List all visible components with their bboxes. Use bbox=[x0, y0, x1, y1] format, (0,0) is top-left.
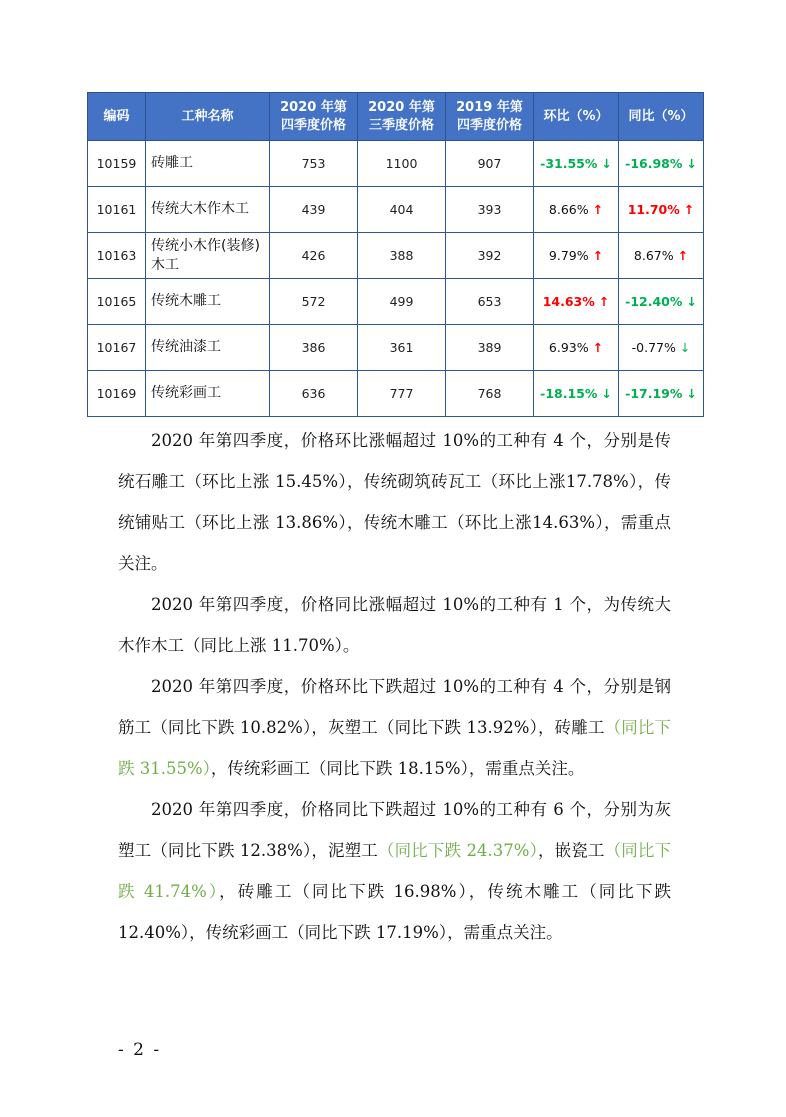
cell-code: 10163 bbox=[88, 233, 146, 279]
cell-q4-2020: 386 bbox=[270, 325, 358, 371]
cell-q4-2019: 393 bbox=[446, 187, 534, 233]
cell-q3-2020: 499 bbox=[358, 279, 446, 325]
cell-q4-2020: 636 bbox=[270, 371, 358, 417]
cell-name: 传统小木作(装修)木工 bbox=[146, 233, 270, 279]
table-row bbox=[88, 279, 704, 325]
page-number: - 2 - bbox=[118, 1040, 162, 1060]
arrow-up-icon: ↑ bbox=[598, 294, 610, 309]
cell-yoy-value: -17.19% bbox=[625, 386, 683, 401]
cell-yoy-value: -16.98% bbox=[625, 156, 683, 171]
table-row bbox=[88, 233, 704, 279]
cell-yoy-value: 11.70% bbox=[627, 202, 680, 217]
cell-name: 传统彩画工 bbox=[146, 371, 270, 417]
table-row bbox=[88, 141, 704, 187]
cell-q4-2020: 426 bbox=[270, 233, 358, 279]
cell-qoq-value: 8.66% bbox=[548, 202, 589, 217]
paragraph-qoq-rise: 2020 年第四季度，价格环比涨幅超过 10%的工种有 4 个，分别是传统石雕工（环比上涨 15.45%），传统砌筑砖瓦工（环比上涨17.78%），传统铺贴工（环比上涨 13.86%），传统木雕工（环比上涨14.63%），需重点关注。 bbox=[118, 431, 671, 573]
cell-yoy bbox=[619, 279, 704, 325]
cell-qoq-value: 6.93% bbox=[548, 340, 589, 355]
header-code: 编码 bbox=[88, 93, 146, 141]
paragraph-yoy-rise: 2020 年第四季度，价格同比涨幅超过 10%的工种有 1 个，为传统大木作木工（同比上涨 11.70%）。 bbox=[118, 595, 671, 655]
table-header-row bbox=[88, 93, 704, 141]
cell-code: 10169 bbox=[88, 371, 146, 417]
cell-qoq-value: 9.79% bbox=[548, 248, 589, 263]
arrow-down-icon: ↓ bbox=[601, 386, 612, 401]
cell-qoq bbox=[534, 279, 619, 325]
cell-yoy-value: -0.77% bbox=[631, 340, 676, 355]
cell-qoq-value: 14.63% bbox=[542, 294, 595, 309]
header-q4-2020: 2020 年第 四季度价格 bbox=[270, 93, 358, 141]
cell-name: 传统木雕工 bbox=[146, 279, 270, 325]
header-q3-2020: 2020 年第 三季度价格 bbox=[358, 93, 446, 141]
header-name: 工种名称 bbox=[146, 93, 270, 141]
arrow-up-icon: ↑ bbox=[592, 248, 604, 263]
cell-yoy-value: -12.40% bbox=[625, 294, 683, 309]
cell-name: 传统油漆工 bbox=[146, 325, 270, 371]
price-table bbox=[87, 92, 704, 417]
cell-yoy bbox=[619, 141, 704, 187]
cell-name: 砖雕工 bbox=[146, 141, 270, 187]
highlight-inlay-porcelain: （同比下跌 41.74%） bbox=[118, 841, 671, 901]
arrow-down-icon: ↓ bbox=[679, 340, 691, 355]
highlight-clay-sculpture: （同比下跌 24.37%） bbox=[377, 841, 538, 860]
table-row bbox=[88, 325, 704, 371]
cell-q4-2020: 439 bbox=[270, 187, 358, 233]
cell-q3-2020: 361 bbox=[358, 325, 446, 371]
cell-name: 传统大木作木工 bbox=[146, 187, 270, 233]
arrow-down-icon: ↓ bbox=[686, 156, 697, 171]
cell-q3-2020: 388 bbox=[358, 233, 446, 279]
arrow-up-icon: ↑ bbox=[683, 202, 695, 217]
paragraph-yoy-fall: 2020 年第四季度，价格同比下跌超过 10%的工种有 6 个，分别为灰塑工（同比下跌 12.38%），泥塑工（同比下跌 24.37%），嵌瓷工（同比下跌 41.74%），砖雕工（同比下跌 16.98%），传统木雕工（同比下跌 12.40%），传统彩画工（同比下跌 17.19%），需重点关注。 bbox=[118, 800, 671, 942]
cell-q4-2019: 768 bbox=[446, 371, 534, 417]
cell-qoq-value: -31.55% bbox=[540, 156, 598, 171]
cell-q3-2020: 1100 bbox=[358, 141, 446, 187]
cell-q4-2019: 392 bbox=[446, 233, 534, 279]
arrow-down-icon: ↓ bbox=[686, 294, 697, 309]
cell-code: 10161 bbox=[88, 187, 146, 233]
cell-q4-2019: 653 bbox=[446, 279, 534, 325]
header-qoq: 环比（%） bbox=[534, 93, 619, 141]
cell-qoq bbox=[534, 233, 619, 279]
cell-qoq bbox=[534, 371, 619, 417]
header-q4-2019: 2019 年第 四季度价格 bbox=[446, 93, 534, 141]
cell-code: 10167 bbox=[88, 325, 146, 371]
cell-qoq bbox=[534, 141, 619, 187]
cell-q4-2020: 753 bbox=[270, 141, 358, 187]
cell-q4-2019: 389 bbox=[446, 325, 534, 371]
table-row bbox=[88, 371, 704, 417]
cell-q4-2019: 907 bbox=[446, 141, 534, 187]
cell-yoy bbox=[619, 233, 704, 279]
cell-qoq bbox=[534, 187, 619, 233]
arrow-down-icon: ↓ bbox=[601, 156, 612, 171]
cell-qoq bbox=[534, 325, 619, 371]
table-row bbox=[88, 187, 704, 233]
arrow-down-icon: ↓ bbox=[686, 386, 697, 401]
cell-code: 10159 bbox=[88, 141, 146, 187]
paragraph-qoq-fall: 2020 年第四季度，价格环比下跌超过 10%的工种有 4 个，分别是钢筋工（同比下跌 10.82%），灰塑工（同比下跌 13.92%），砖雕工（同比下跌 31.55%），传统彩画工（同比下跌 18.15%），需重点关注。 bbox=[118, 677, 671, 778]
arrow-up-icon: ↑ bbox=[677, 248, 689, 263]
arrow-up-icon: ↑ bbox=[592, 340, 604, 355]
cell-yoy bbox=[619, 371, 704, 417]
cell-q3-2020: 777 bbox=[358, 371, 446, 417]
cell-qoq-value: -18.15% bbox=[540, 386, 598, 401]
highlight-brick-carving: （同比下跌 31.55%） bbox=[118, 718, 671, 778]
cell-code: 10165 bbox=[88, 279, 146, 325]
cell-yoy bbox=[619, 325, 704, 371]
cell-q4-2020: 572 bbox=[270, 279, 358, 325]
cell-yoy bbox=[619, 187, 704, 233]
arrow-up-icon: ↑ bbox=[592, 202, 604, 217]
cell-yoy-value: 8.67% bbox=[633, 248, 674, 263]
header-yoy: 同比（%） bbox=[619, 93, 704, 141]
cell-q3-2020: 404 bbox=[358, 187, 446, 233]
